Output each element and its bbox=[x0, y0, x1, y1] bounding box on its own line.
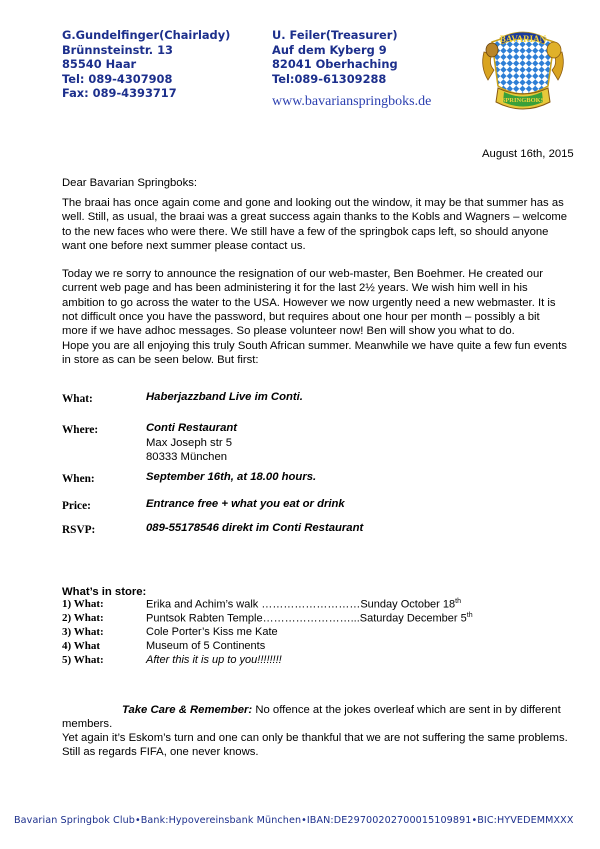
event-what-value: Haberjazzband Live im Conti. bbox=[146, 391, 303, 403]
event-when-label: When: bbox=[62, 473, 95, 485]
store-item-number: 1) What: bbox=[62, 598, 104, 610]
store-item-text: Cole Porter’s Kiss me Kate bbox=[146, 626, 278, 638]
event-rsvp-label: RSVP: bbox=[62, 524, 96, 536]
treasurer-phone: Tel:089-61309288 bbox=[272, 71, 387, 86]
paragraph-braai: The braai has once again come and gone and looking out the window, it may be that summer has as well. Still, as usual, the braai was a great success again thanks to the Kobls and Wagners – welcome to the new faces who were there. We still have a few of the springbok caps left, so should anyone want one before next summer please contact us. bbox=[62, 197, 568, 252]
logo-emblem bbox=[478, 22, 568, 122]
event-price-value: Entrance free + what you eat or drink bbox=[146, 498, 345, 510]
closing-remember bbox=[62, 703, 568, 732]
closing-lead: Take Care & Remember: bbox=[122, 704, 253, 716]
logo-top-text: BAVARIAN bbox=[499, 34, 547, 44]
footer-bank-details: Bavarian Springbok Club•Bank:Hypovereinsbank München•IBAN:DE29700202700015109891•BIC:HYVEDEMMXXX bbox=[14, 815, 574, 826]
store-heading: What’s in store: bbox=[62, 586, 147, 598]
chairlady-phone: Tel: 089-4307908 bbox=[62, 71, 173, 86]
chairlady-city: 85540 Haar bbox=[62, 57, 137, 71]
event-address-street: Max Joseph str 5 bbox=[146, 437, 233, 449]
treasurer-city: 82041 Oberhaching bbox=[272, 57, 398, 71]
store-item-text: Erika and Achim’s walk ………………………Sunday October 18th bbox=[146, 598, 461, 611]
store-item-text: Puntsok Rabten Temple……………………...Saturday December 5th bbox=[146, 612, 473, 625]
store-item-text: After this it is up to you!!!!!!!! bbox=[146, 654, 282, 666]
store-item-text: Museum of 5 Continents bbox=[146, 640, 266, 652]
treasurer-street: Auf dem Kyberg 9 bbox=[272, 42, 387, 57]
treasurer-address bbox=[272, 28, 398, 86]
website-link[interactable]: www.bavarianspringboks.de bbox=[272, 94, 432, 109]
treasurer-name: U. Feiler(Treasurer) bbox=[272, 28, 398, 42]
event-price-label: Price: bbox=[62, 500, 91, 512]
event-when-value: September 16th, at 18.00 hours. bbox=[146, 471, 317, 483]
logo-bottom-text: SPRINGBOKS bbox=[501, 97, 545, 104]
chairlady-name: G.Gundelfinger(Chairlady) bbox=[62, 28, 231, 42]
closing-eskom: Yet again it’s Eskom’s turn and one can only be thankful that we are not suffering the same problems. Still as regards FIFA, one never knows. bbox=[62, 732, 568, 759]
store-item-number: 2) What: bbox=[62, 612, 104, 624]
event-where-label: Where: bbox=[62, 424, 99, 436]
event-rsvp-value: 089-55178546 direkt im Conti Restaurant bbox=[146, 522, 364, 534]
event-what-label: What: bbox=[62, 393, 93, 405]
event-where-value: Conti Restaurant bbox=[146, 422, 238, 434]
store-item-number: 4) What bbox=[62, 640, 100, 652]
store-item-number: 3) What: bbox=[62, 626, 104, 638]
closing-line1: No offence at the jokes overleaf which are sent in by different members. bbox=[62, 704, 561, 731]
event-address-city: 80333 München bbox=[146, 451, 228, 463]
store-item-number: 5) What: bbox=[62, 654, 104, 666]
chairlady-street: Brünnsteinstr. 13 bbox=[62, 42, 173, 57]
salutation: Dear Bavarian Springboks: bbox=[62, 177, 198, 189]
club-logo bbox=[478, 22, 568, 122]
paragraph-webmaster: Today we re sorry to announce the resignation of our web-master, Ben Boehmer. He created our current web page and has been administering it for the last 2½ years. We wish him well in his ambition to go across the water to the USA. However we now urgently need a new webmaster. It is not difficult once you have the password, but requires about one hour per month – possibly a bit more if we have adhoc messages. So please volunteer now! Ben will show you what to do. bbox=[62, 268, 556, 338]
paragraph-summer: Hope you are all enjoying this truly South African summer. Meanwhile we have quite a few fun events in store as can be seen below. But first: bbox=[62, 340, 567, 367]
letter-date: August 16th, 2015 bbox=[482, 148, 574, 160]
chairlady-address bbox=[62, 28, 230, 101]
chairlady-fax: Fax: 089-4393717 bbox=[62, 86, 177, 100]
